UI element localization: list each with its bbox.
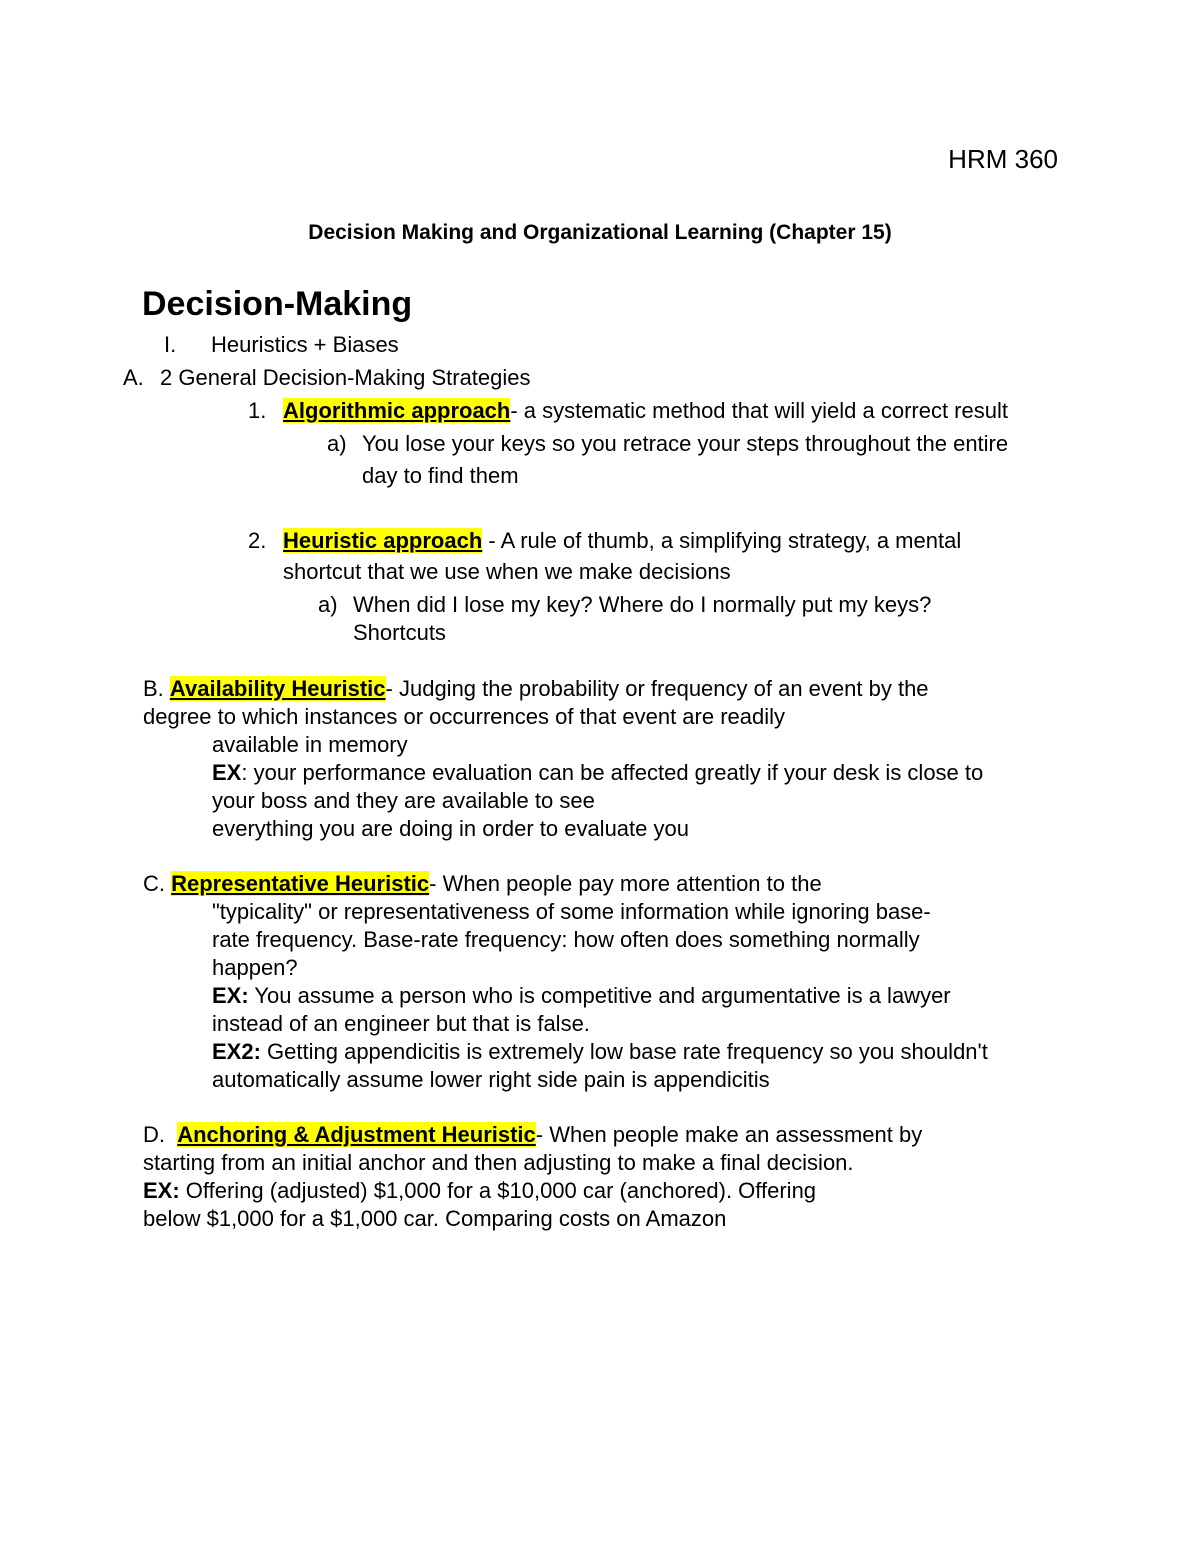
list-item-a-text: 2 General Decision-Making Strategies [160,365,531,390]
section-b-example-line1 [212,759,983,787]
section-b-line3: available in memory [212,732,408,757]
section-b-line1 [143,675,929,703]
section-d-example-line1 [143,1177,816,1205]
highlighted-term: Anchoring & Adjustment Heuristic [177,1122,536,1147]
sub-marker-2a: a) [318,592,338,617]
example-label: EX [212,760,242,785]
section-c-example2-line2: automatically assume lower right side pain is appendicitis [212,1067,770,1092]
sub-item-1a-line1: You lose your keys so you retrace your steps throughout the entire [362,431,1009,456]
section-b-example-line2: your boss and they are available to see [212,788,595,813]
list-marker-2: 2. [248,528,267,553]
highlighted-term: Representative Heuristic [171,871,430,896]
example-label: EX: [143,1178,180,1203]
section-d-line1 [143,1121,922,1149]
example-text: Offering (adjusted) $1,000 for a $10,000 car (anchored). Offering [179,1178,817,1203]
sub-marker-1a: a) [327,431,347,456]
list-marker-d: D. [143,1122,165,1147]
list-marker-b: B. [143,676,164,701]
roman-marker: I. [164,332,177,357]
section-b-example-line3: everything you are doing in order to evaluate you [212,816,689,841]
section-heading: Decision-Making [142,285,413,323]
section-c-line3: rate frequency. Base-rate frequency: how often does something normally [212,927,920,952]
term-definition: - a systematic method that will yield a correct result [510,398,1008,423]
course-code: HRM 360 [948,144,1058,174]
list-item-2-line2: shortcut that we use when we make decisions [283,559,731,584]
section-c-example2-line1 [212,1038,988,1066]
section-b-line2: degree to which instances or occurrences of that event are readily [143,704,786,729]
section-c-line2: "typicality" or representativeness of some information while ignoring base- [212,899,931,924]
sub-item-2a-line2: Shortcuts [353,620,446,645]
list-item-1 [283,397,1008,425]
highlighted-term: Availability Heuristic [169,676,386,701]
term-definition: - A rule of thumb, a simplifying strategy, a mental [482,528,962,553]
list-marker-1: 1. [248,398,267,423]
document-title: Decision Making and Organizational Learning (Chapter 15) [308,221,892,244]
example-text: : your performance evaluation can be affected greatly if your desk is close to [241,760,984,785]
example2-label: EX2: [212,1039,261,1064]
highlighted-term: Algorithmic approach [283,398,511,423]
section-c-example-line2: instead of an engineer but that is false. [212,1011,590,1036]
highlighted-term: Heuristic approach [283,528,483,553]
list-marker-a: A. [123,365,144,390]
term-definition: - When people make an assessment by [535,1122,923,1147]
section-d-line2: starting from an initial anchor and then adjusting to make a final decision. [143,1150,854,1175]
term-definition: - When people pay more attention to the [429,871,822,896]
list-marker-c: C. [143,871,165,896]
example-text: You assume a person who is competitive and argumentative is a lawyer [248,983,951,1008]
example-label: EX: [212,983,249,1008]
section-c-line1 [143,870,822,898]
section-c-line4: happen? [212,955,298,980]
section-c-example-line1 [212,982,951,1010]
example2-text: Getting appendicitis is extremely low base rate frequency so you shouldn't [260,1039,988,1064]
term-definition: - Judging the probability or frequency of an event by the [385,676,929,701]
section-d-example-line2: below $1,000 for a $1,000 car. Comparing costs on Amazon [143,1206,727,1231]
sub-item-1a-line2: day to find them [362,463,519,488]
roman-item-text: Heuristics + Biases [211,332,399,357]
sub-item-2a-line1: When did I lose my key? Where do I normally put my keys? [353,592,932,617]
list-item-2 [283,527,961,555]
